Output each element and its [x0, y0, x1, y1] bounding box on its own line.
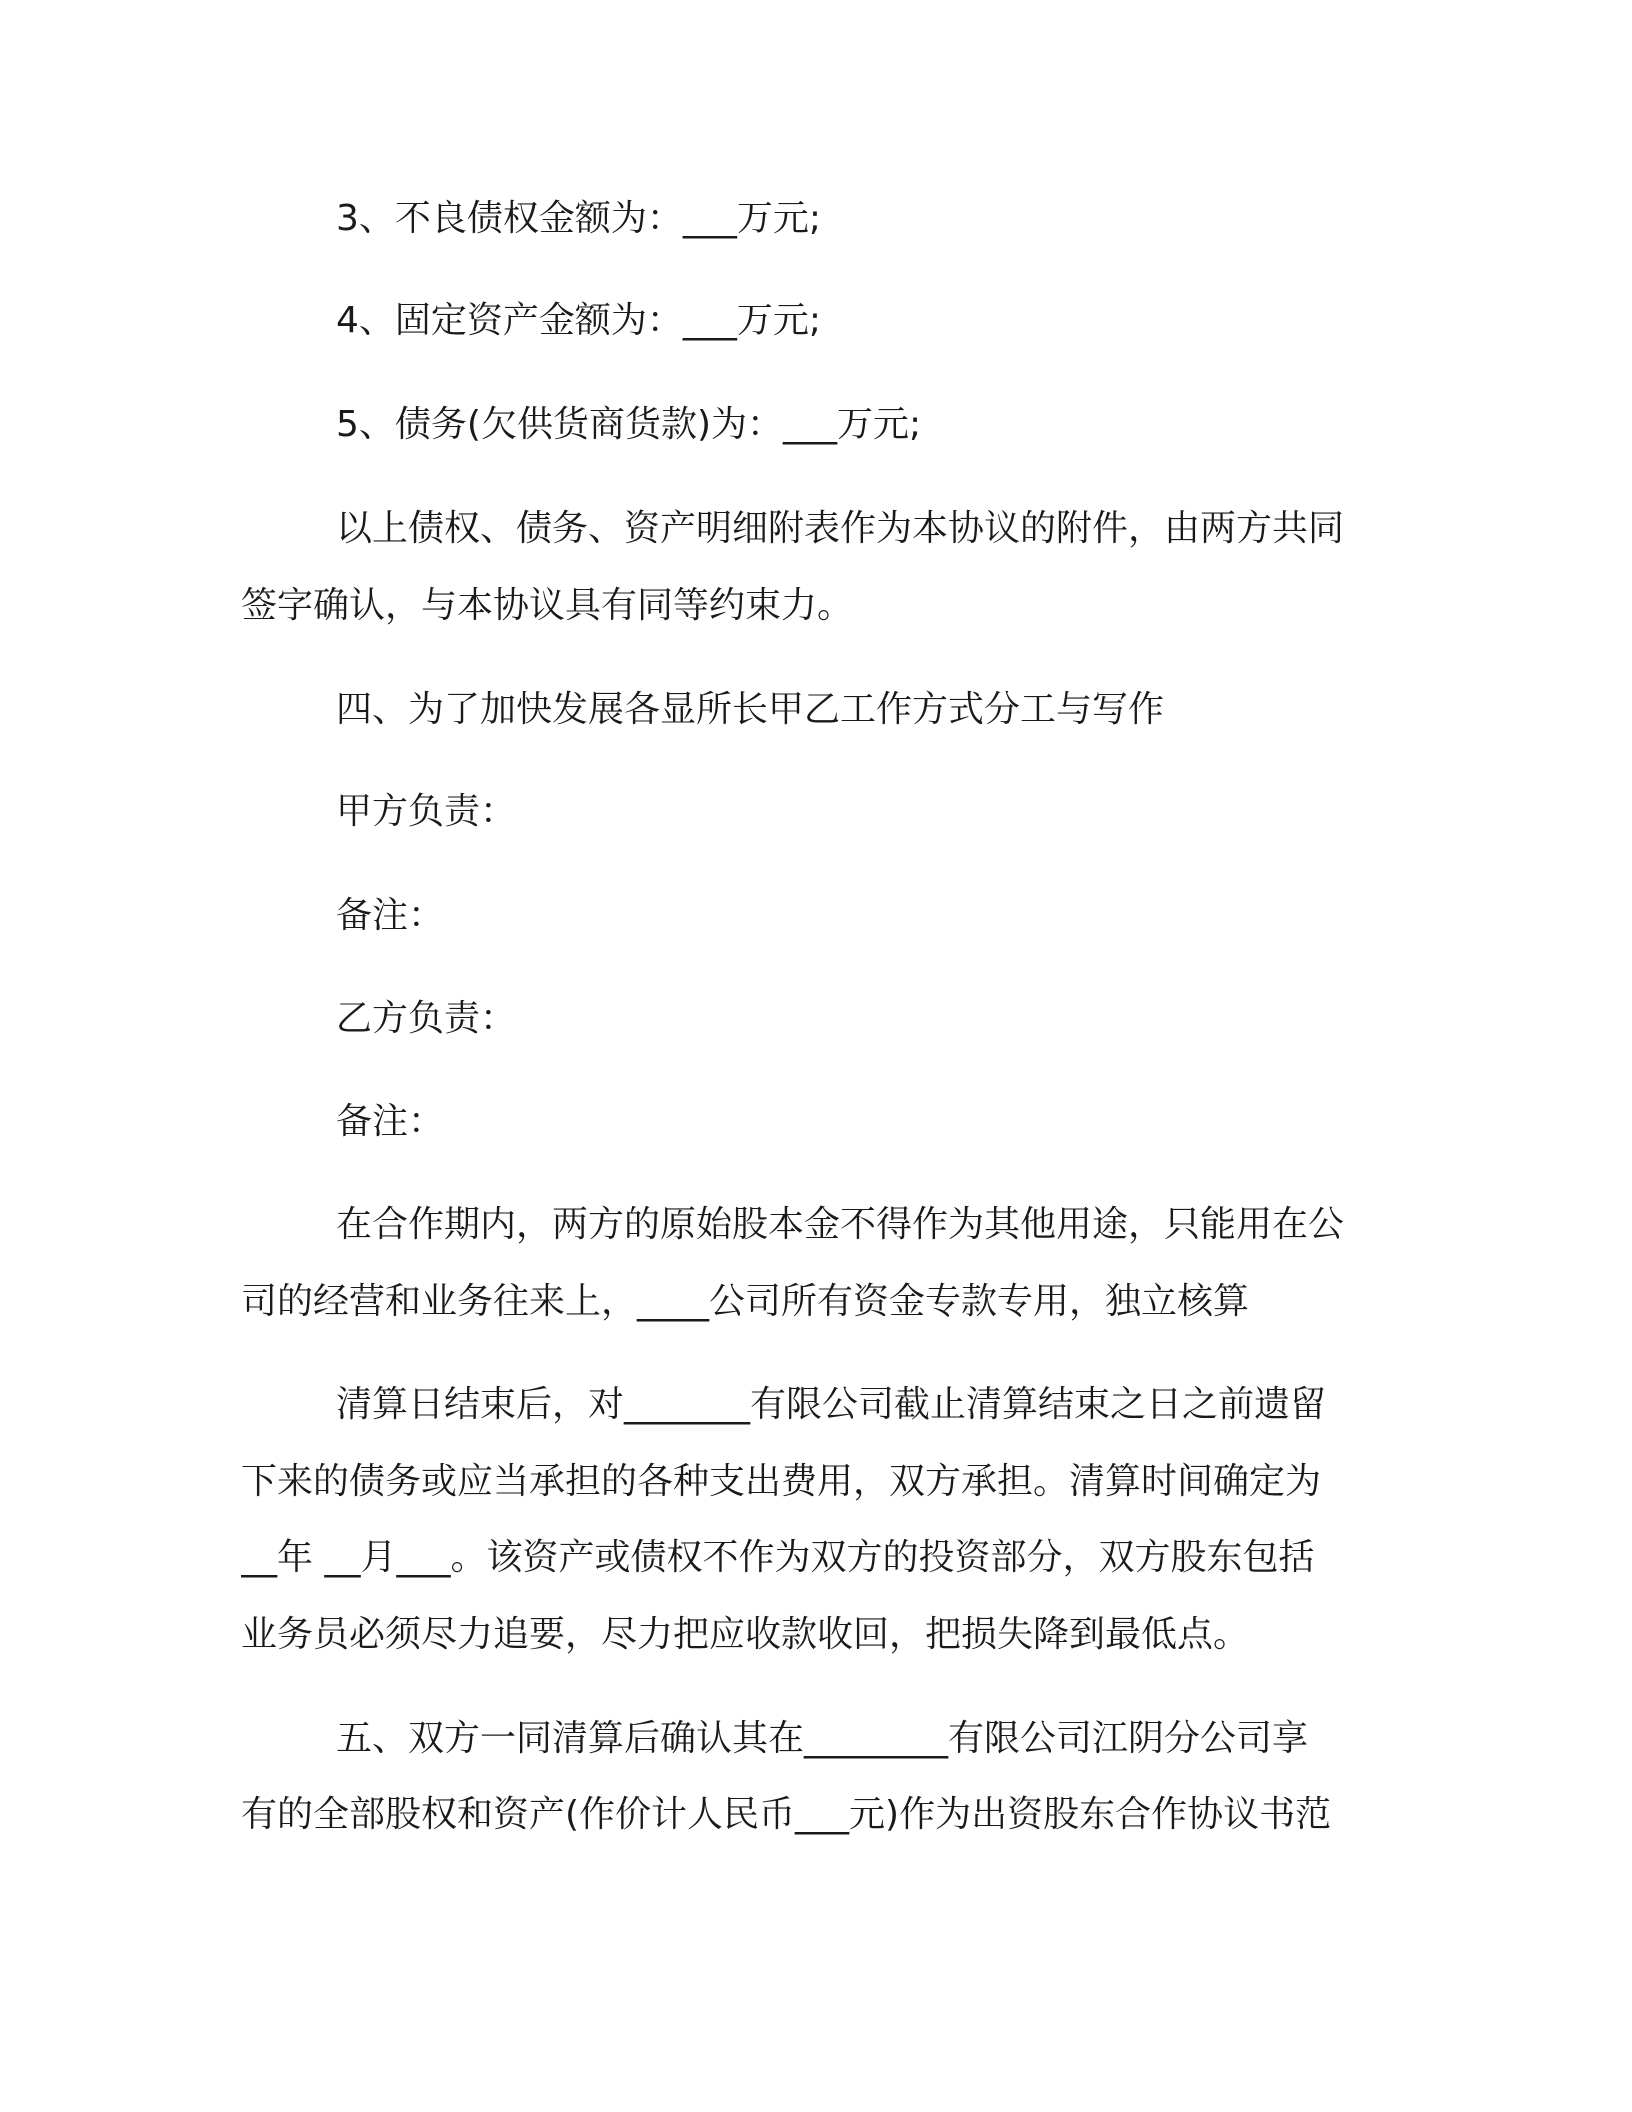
section-5-line-1: 五、双方一同清算后确认其在________有限公司江阴分公司享 [336, 1718, 1309, 1759]
section-4-heading: 四、为了加快发展各显所长甲乙工作方式分工与写作 [336, 689, 1165, 730]
paragraph-liquidation-line-3: __年 __月___。该资产或债权不作为双方的投资部分，双方股东包括 [241, 1537, 1315, 1578]
paragraph-attachments-line-1: 以上债权、债务、资产明细附表作为本协议的附件，由两方共同 [336, 508, 1345, 549]
section-5-line-2: 有的全部股权和资产(作价计人民币___元)作为出资股东合作协议书范 [241, 1794, 1332, 1835]
paragraph-capital-use-line-2: 司的经营和业务往来上，____公司所有资金专款专用，独立核算 [241, 1281, 1250, 1322]
paragraph-attachments-line-2: 签字确认，与本协议具有同等约束力。 [241, 585, 854, 626]
paragraph-liquidation-line-4: 业务员必须尽力追要，尽力把应收款收回，把损失降到最低点。 [241, 1614, 1250, 1655]
party-a-responsibility-label: 甲方负责： [336, 791, 517, 832]
item-4-fixed-assets: 4、固定资产金额为：___万元; [336, 300, 822, 341]
paragraph-liquidation-line-1: 清算日结束后，对_______有限公司截止清算结束之日之前遗留 [336, 1384, 1327, 1425]
paragraph-liquidation-line-2: 下来的债务或应当承担的各种支出费用，双方承担。清算时间确定为 [241, 1461, 1322, 1502]
item-5-debts: 5、债务(欠供货商货款)为：___万元; [336, 404, 922, 445]
party-b-note-label: 备注： [336, 1101, 445, 1142]
party-a-note-label: 备注： [336, 895, 445, 936]
item-3-bad-debt: 3、不良债权金额为：___万元; [336, 198, 822, 239]
party-b-responsibility-label: 乙方负责： [336, 998, 517, 1039]
paragraph-capital-use-line-1: 在合作期内，两方的原始股本金不得作为其他用途，只能用在公 [336, 1204, 1345, 1245]
